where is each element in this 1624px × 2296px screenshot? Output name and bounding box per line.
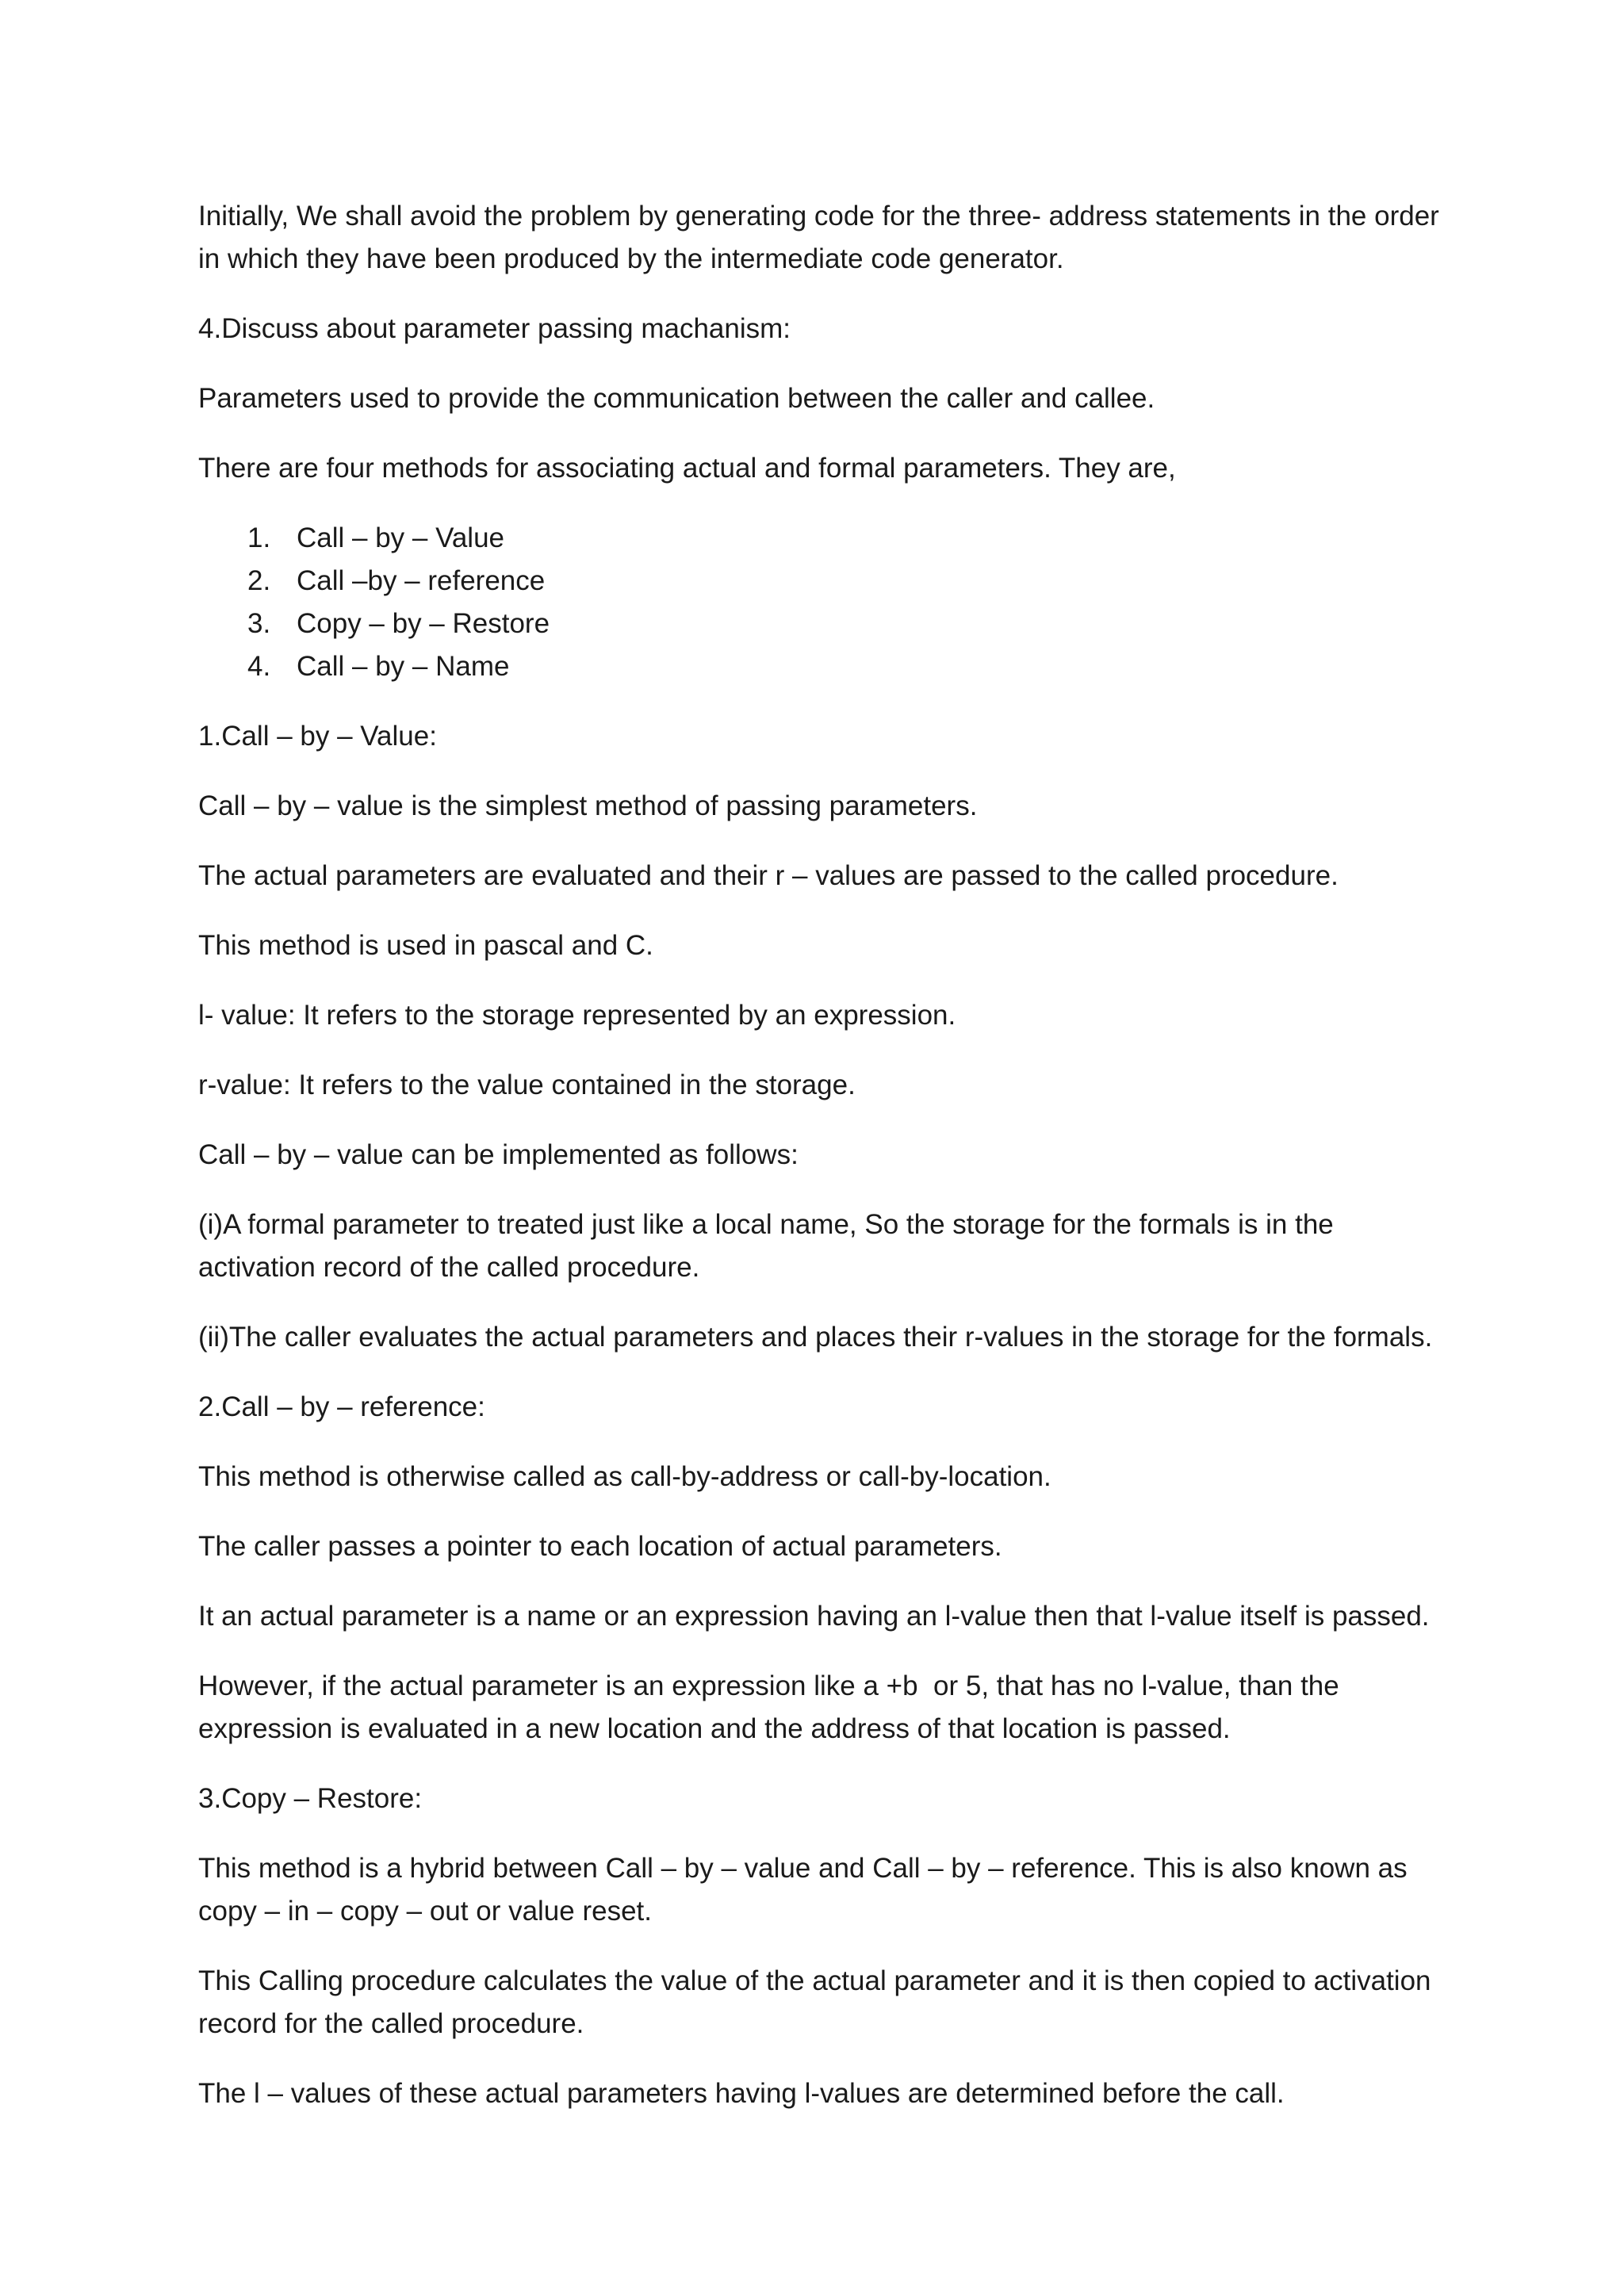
- paragraph: Call – by – value can be implemented as follows:: [198, 1139, 799, 1170]
- section-heading-copy-restore: 3.Copy – Restore:: [198, 1783, 423, 1814]
- paragraph-parameters-definition: Parameters used to provide the communication between the caller and callee.: [198, 383, 1155, 414]
- paragraph-point-ii: (ii)The caller evaluates the actual parameters and places their r-values in the storage for the formals.: [198, 1322, 1433, 1353]
- question-heading: 4.Discuss about parameter passing machanism:: [198, 313, 791, 344]
- section-heading-call-by-reference: 2.Call – by – reference:: [198, 1391, 485, 1422]
- l-value-definition: l- value: It refers to the storage represented by an expression.: [198, 1000, 956, 1031]
- list-item-number: 1.: [247, 522, 271, 553]
- list-item-number: 3.: [247, 608, 271, 639]
- list-item: [198, 560, 1451, 603]
- paragraph: The l – values of these actual parameters having l-values are determined before the call.: [198, 2078, 1285, 2109]
- list-item-text: Call – by – Value: [297, 522, 505, 553]
- paragraph: It an actual parameter is a name or an expression having an l-value then that l-value itself is passed.: [198, 1601, 1430, 1632]
- list-item: [198, 603, 1451, 645]
- list-item-text: Call –by – reference: [297, 565, 546, 596]
- list-item: [198, 645, 1451, 688]
- paragraph: This method is used in pascal and C.: [198, 930, 653, 961]
- list-item: [198, 517, 1451, 560]
- paragraph: This method is a hybrid between Call – by – value and Call – by – reference. This is also known as copy – in – copy – out or value reset.: [198, 1853, 1415, 1927]
- paragraph-four-methods: There are four methods for associating actual and formal parameters. They are,: [198, 453, 1176, 484]
- paragraph: However, if the actual parameter is an expression like a +b or 5, that has no l-value, than the expression is evaluated in a new location and the address of that location is passed.: [198, 1670, 1347, 1744]
- r-value-definition: r-value: It refers to the value contained in the storage.: [198, 1070, 856, 1100]
- methods-list: [198, 517, 1451, 688]
- paragraph: Call – by – value is the simplest method of passing parameters.: [198, 790, 978, 821]
- paragraph: The caller passes a pointer to each location of actual parameters.: [198, 1531, 1002, 1562]
- list-item-text: Copy – by – Restore: [297, 608, 550, 639]
- paragraph-intro: Initially, We shall avoid the problem by generating code for the three- address statements in the order in which they have been produced by the intermediate code generator.: [198, 201, 1447, 274]
- list-item-number: 2.: [247, 565, 271, 596]
- list-item-text: Call – by – Name: [297, 651, 510, 682]
- document-body: [198, 195, 1451, 2142]
- paragraph: This method is otherwise called as call-by-address or call-by-location.: [198, 1461, 1051, 1492]
- list-item-number: 4.: [247, 651, 271, 682]
- section-heading-call-by-value: 1.Call – by – Value:: [198, 721, 437, 752]
- paragraph: This Calling procedure calculates the value of the actual parameter and it is then copied to activation record for the called procedure.: [198, 1965, 1439, 2039]
- paragraph-point-i: (i)A formal parameter to treated just like a local name, So the storage for the formals is in the activation record of the called procedure.: [198, 1209, 1342, 1283]
- paragraph: The actual parameters are evaluated and their r – values are passed to the called procedure.: [198, 860, 1339, 891]
